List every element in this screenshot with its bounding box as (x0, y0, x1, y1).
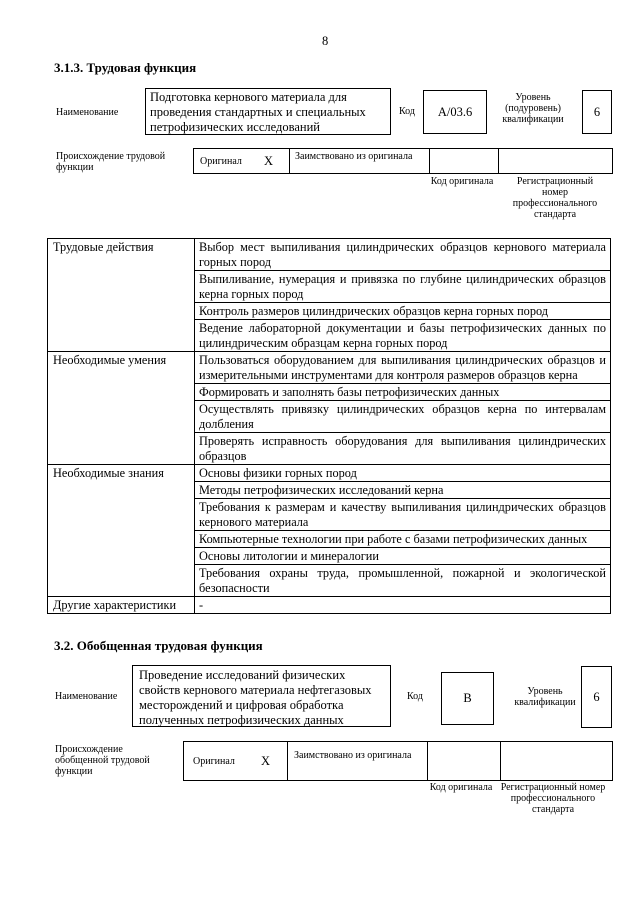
code-label-2: Код (407, 691, 423, 702)
table-cell: Формировать и заполнять базы петрофизических данных (195, 384, 611, 401)
origin-label: Происхождение трудовой функции (56, 151, 166, 173)
table-cell: - (195, 597, 611, 614)
table-cell: Осуществлять привязку цилиндрических образцов керна по интервалам долбления (195, 401, 611, 433)
table-cell: Ведение лабораторной документации и базы петрофизических данных по цилиндрическим образцам керна горных пород (195, 320, 611, 352)
original-label-2: Оригинал (193, 755, 235, 767)
table-cell: Методы петрофизических исследований керна (195, 482, 611, 499)
row-label: Необходимые умения (48, 352, 195, 465)
origin-table-2 (183, 741, 613, 781)
row-label: Необходимые знания (48, 465, 195, 597)
level-label-2: Уровень квалификации (514, 686, 576, 708)
table-row (48, 597, 611, 614)
level-label: Уровень (подуровень) квалификации (502, 92, 564, 125)
origin-label-2: Происхождение обобщенной трудовой функции (55, 744, 150, 777)
table-cell: Контроль размеров цилиндрических образцов керна горных пород (195, 303, 611, 320)
reg-number-label: Регистрационный номер профессионального стандарта (512, 176, 598, 220)
page-number: 8 (322, 34, 329, 48)
origin-divider-4 (287, 742, 288, 780)
code-original-label-2: Код оригинала (429, 782, 493, 793)
table-cell: Компьютерные технологии при работе с базами петрофизических данных (195, 531, 611, 548)
table-row (48, 465, 611, 482)
generalized-function-name-box: Проведение исследований физических свойств кернового материала нефтегазовых месторождений и цифровая обработка полученных петрофизических данных (132, 665, 391, 727)
name-label: Наименование (56, 106, 119, 118)
table-cell: Проверять исправность оборудования для выпиливания цилиндрических образцов (195, 433, 611, 465)
table-cell: Основы физики горных пород (195, 465, 611, 482)
origin-divider-2 (429, 149, 430, 173)
table-cell: Пользоваться оборудованием для выпиливания цилиндрических образцов и измерительными инструментами для контроля размеров образцов керна (195, 352, 611, 384)
code-original-label: Код оригинала (430, 176, 494, 187)
code-value-box: A/03.6 (423, 90, 487, 134)
original-mark-2: X (261, 753, 271, 768)
borrowed-label-2: Заимствовано из оригинала (294, 750, 412, 761)
origin-divider-3 (498, 149, 499, 173)
origin-divider-6 (500, 742, 501, 780)
table-cell: Выбор мест выпиливания цилиндрических образцов кернового материала горных пород (195, 239, 611, 271)
section-heading-313: 3.1.3. Трудовая функция (54, 60, 197, 75)
code-value-box-2: B (441, 672, 494, 725)
original-label: Оригинал (200, 155, 242, 167)
table-row (48, 239, 611, 271)
table-row (48, 352, 611, 384)
level-value-box: 6 (582, 90, 612, 134)
origin-divider-1 (289, 149, 290, 173)
row-label: Трудовые действия (48, 239, 195, 352)
origin-divider-5 (427, 742, 428, 780)
level-value-box-2: 6 (581, 666, 612, 728)
code-label: Код (399, 106, 415, 117)
row-label: Другие характеристики (48, 597, 195, 614)
name-label-2: Наименование (55, 691, 118, 702)
borrowed-label: Заимствовано из оригинала (295, 151, 413, 162)
reg-number-label-2: Регистрационный номер профессионального стандарта (500, 782, 606, 815)
function-name-box: Подготовка кернового материала для проведения стандартных и специальных петрофизических исследований (145, 88, 391, 135)
original-mark: X (264, 153, 274, 168)
table-cell: Основы литологии и минералогии (195, 548, 611, 565)
competency-table (47, 238, 611, 614)
origin-table (193, 148, 613, 174)
table-cell: Выпиливание, нумерация и привязка по глубине цилиндрических образцов керна горных пород (195, 271, 611, 303)
section-heading-32: 3.2. Обобщенная трудовая функция (54, 638, 263, 653)
table-cell: Требования к размерам и качеству выпиливания цилиндрических образцов кернового материала (195, 499, 611, 531)
table-cell: Требования охраны труда, промышленной, пожарной и экологической безопасности (195, 565, 611, 597)
